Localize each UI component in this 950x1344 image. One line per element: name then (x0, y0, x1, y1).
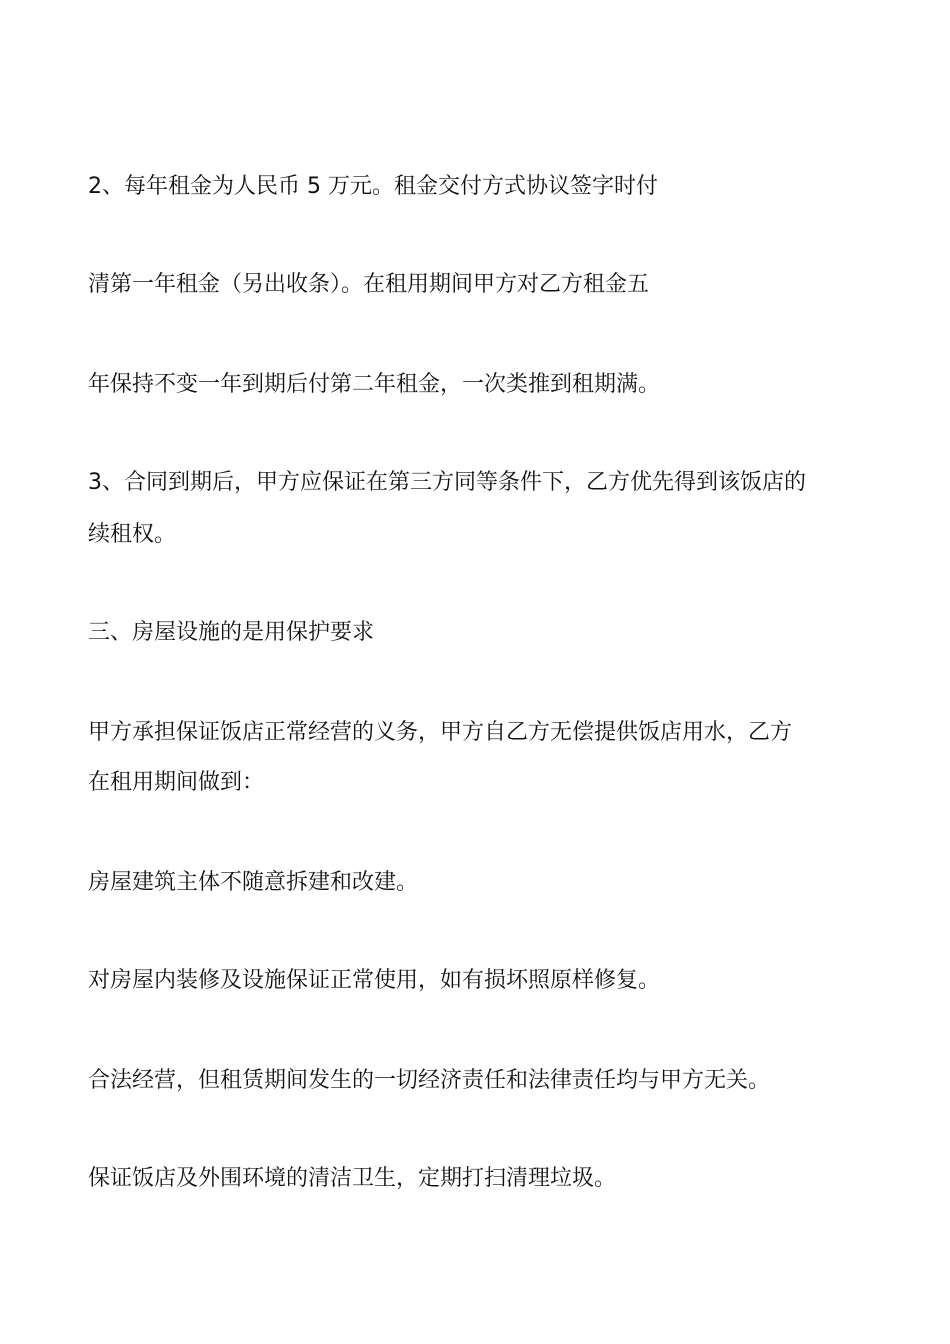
paragraph-line: 清第一年租金（另出收条）。在租用期间甲方对乙方租金五 (88, 272, 650, 297)
paragraph-line: 年保持不变一年到期后付第二年租金，一次类推到租期满。 (88, 372, 661, 397)
paragraph-line: 甲方承担保证饭店正常经营的义务，甲方自乙方无偿提供饭店用水，乙方 (88, 720, 793, 745)
paragraph-line: 保证饭店及外围环境的清洁卫生，定期打扫清理垃圾。 (88, 1166, 617, 1191)
paragraph-line: 房屋建筑主体不随意拆建和改建。 (88, 870, 419, 895)
paragraph-line: 续租权。 (88, 522, 177, 547)
paragraph-line: 合法经营，但租赁期间发生的一切经济责任和法律责任均与甲方无关。 (88, 1068, 771, 1093)
section-heading: 三、房屋设施的是用保护要求 (88, 620, 375, 645)
paragraph-line: 2、每年租金为人民币 5 万元。租金交付方式协议签字时付 (88, 174, 658, 199)
paragraph-line: 3、合同到期后，甲方应保证在第三方同等条件下，乙方优先得到该饭店的 (88, 470, 806, 495)
paragraph-line: 对房屋内装修及设施保证正常使用，如有损坏照原样修复。 (88, 968, 661, 993)
paragraph-line: 在租用期间做到： (88, 770, 265, 795)
